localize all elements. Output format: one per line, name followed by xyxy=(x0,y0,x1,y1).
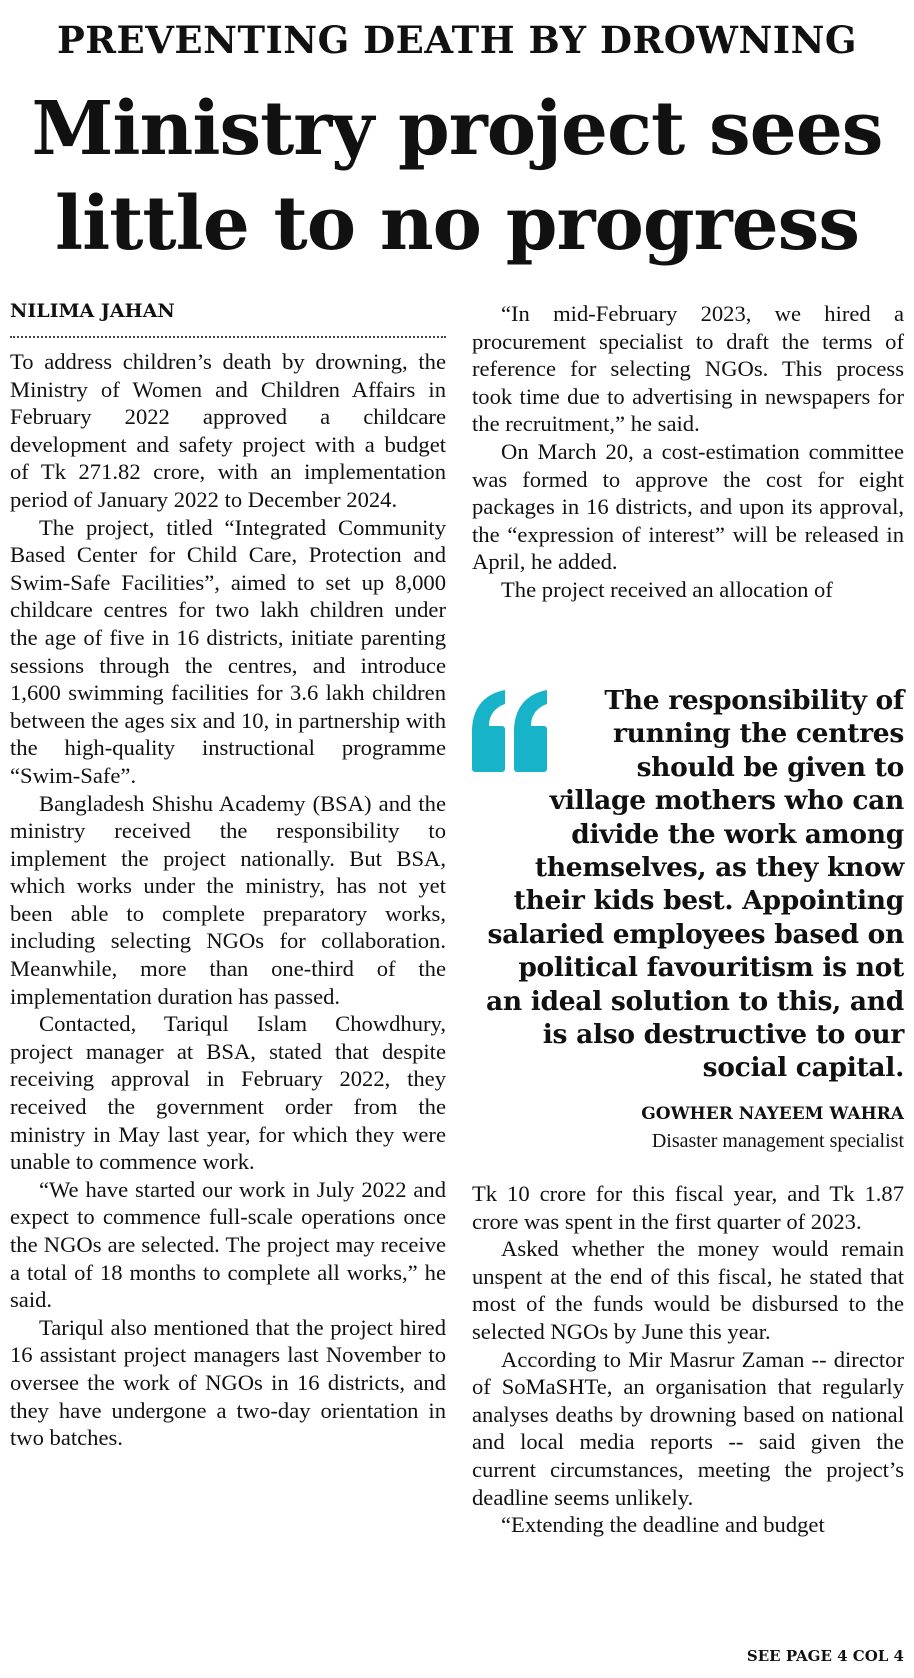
pull-quote xyxy=(470,684,904,1085)
paragraph: “In mid-February 2023, we hired a procurement specialist to draft the terms of reference for selecting NGOs. This process took time due to advertising in newspapers for the recruitment,” he said. xyxy=(472,301,904,437)
pull-quote-line: their kids best. Appointing xyxy=(513,885,904,917)
paragraph: Bangladesh Shishu Academy (BSA) and the ministry received the responsibility to implement the project nationally. But BSA, which works under the ministry, has not yet been able to complete preparatory works, including selecting NGOs for collaboration. Meanwhile, more than one-third of the implementation duration has passed. xyxy=(10,790,446,1009)
pull-quote-line: village mothers who can xyxy=(549,785,904,817)
paragraph: According to Mir Masrur Zaman -- director of SoMaSHTe, an organisation that regularly analyses deaths by drowning based on national and local media reports -- said given the current circumstances, meeting the project’s deadline seems unlikely. xyxy=(472,1346,904,1510)
pull-quote-line: political favouritism is not xyxy=(518,952,904,984)
kicker: PREVENTING DEATH BY DROWNING xyxy=(56,18,858,62)
paragraph: Contacted, Tariqul Islam Chowdhury, project manager at BSA, stated that despite receiving approval in February 2022, they received the government order from the ministry in May last year, for which they were unable to commence work. xyxy=(10,1011,446,1175)
paragraph: The project, titled “Integrated Community Based Center for Child Care, Protection and Swim-Safe Facilities”, aimed to set up 8,000 childcare centres for two lakh children under the age of five in 16 districts, initiate parenting sessions through the centres, and introduce 1,600 swimming facilities for 3.6 lakh children between the ages six and 10, in partnership with the high-quality instructional programme “Swim-Safe”. xyxy=(10,514,446,788)
paragraph: The project received an allocation of xyxy=(501,576,833,602)
headline-line-2: little to no progress xyxy=(55,181,859,267)
pull-quote-line: an ideal solution to this, and xyxy=(485,985,904,1017)
pull-quote-line: running the centres xyxy=(613,718,904,750)
pull-quote-line: salaried employees based on xyxy=(487,918,904,950)
headline xyxy=(0,82,914,272)
byline-divider xyxy=(10,336,446,338)
pull-quote-attribution-title: Disaster management specialist xyxy=(651,1130,904,1152)
paragraph: Tk 10 crore for this fiscal year, and Tk 1.87 crore was spent in the first quarter of 2023. xyxy=(472,1181,904,1234)
article-column-1 xyxy=(10,348,446,1452)
article-column-2-top xyxy=(472,300,904,604)
pull-quote-line: divide the work among xyxy=(571,818,904,850)
byline: NILIMA JAHAN xyxy=(10,300,175,322)
paragraph: To address children’s death by drowning, the Ministry of Women and Children Affairs in February 2022 approved a childcare development and safety project with a budget of Tk 271.82 crore, with an implementation period of January 2022 to December 2024. xyxy=(10,349,446,512)
headline-line-1: Ministry project sees xyxy=(31,86,883,172)
pull-quote-line: should be given to xyxy=(636,751,904,783)
pull-quote-line: The responsibility of xyxy=(604,685,904,716)
paragraph: “Extending the deadline and budget xyxy=(501,1512,825,1538)
continued-on-page[interactable]: SEE PAGE 4 COL 4 xyxy=(746,1647,904,1665)
paragraph: On March 20, a cost-estimation committee was formed to approve the cost for eight packages in 16 districts, and upon its approval, the “expression of interest” will be released in April, he added. xyxy=(472,438,904,575)
pull-quote-line: themselves, as they know xyxy=(534,852,904,884)
paragraph: Asked whether the money would remain unspent at the end of this fiscal, he stated that most of the funds would be disbursed to the selected NGOs by June this year. xyxy=(472,1236,904,1344)
pull-quote-attribution-name: GOWHER NAYEEM WAHRA xyxy=(641,1104,904,1124)
paragraph: “We have started our work in July 2022 and expect to commence full-scale operations once the NGOs are selected. The project may receive a total of 18 months to complete all works,” he said. xyxy=(10,1176,446,1313)
pull-quote-line: social capital. xyxy=(702,1052,904,1084)
pull-quote-line: is also destructive to our xyxy=(542,1019,904,1051)
article-column-2-bottom xyxy=(472,1180,904,1539)
paragraph: Tariqul also mentioned that the project hired 16 assistant project managers last November to oversee the work of NGOs in 16 districts, and they have undergone a two-day orientation in two batches. xyxy=(10,1314,446,1451)
